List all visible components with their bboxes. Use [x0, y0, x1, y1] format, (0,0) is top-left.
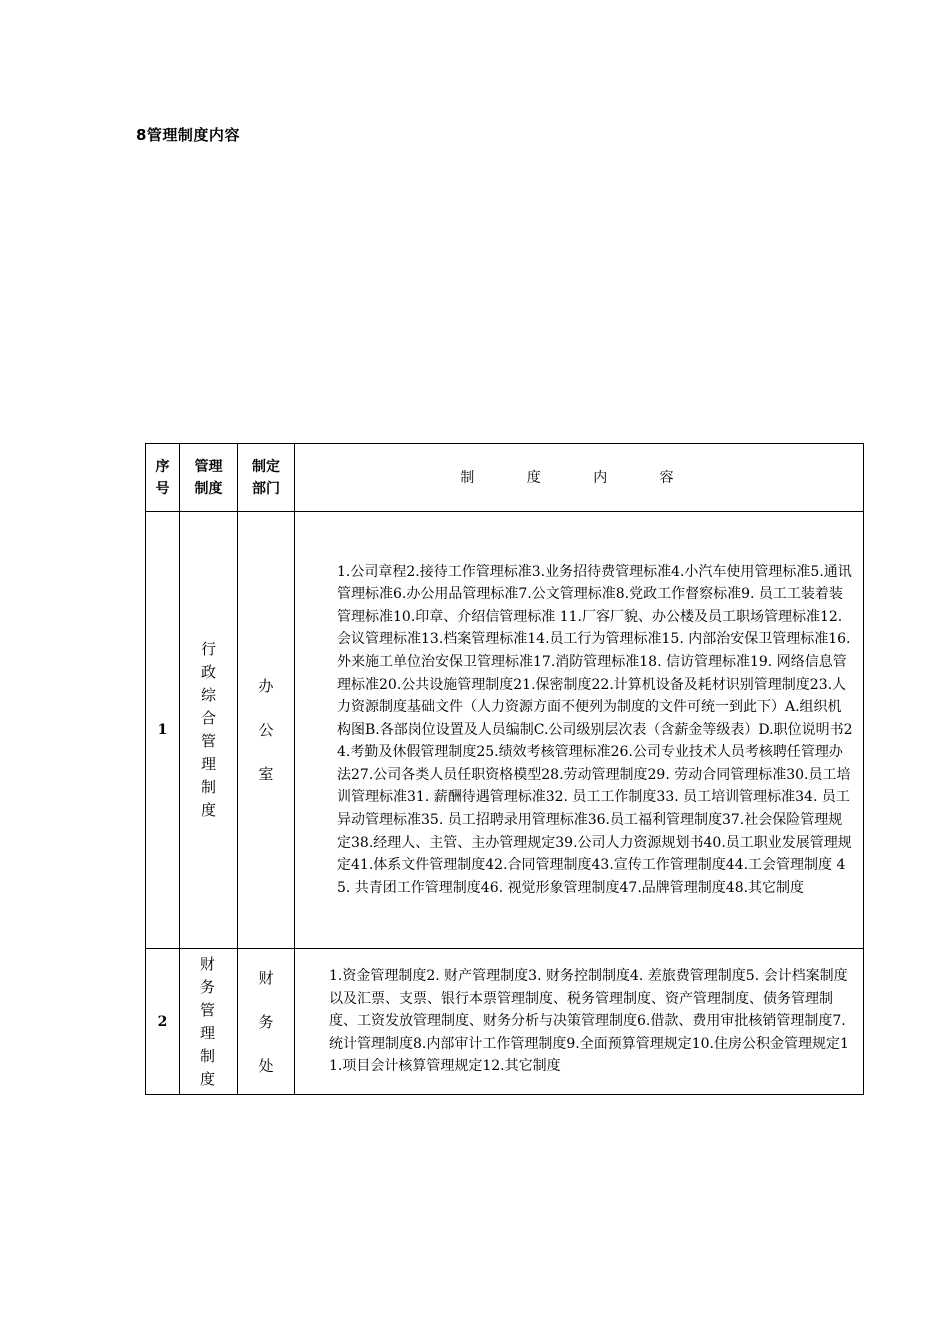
row-dept: 办公室 — [238, 512, 295, 949]
row-dept: 财务处 — [238, 949, 295, 1095]
row-seq: 2 — [146, 949, 180, 1095]
row-content: 1.公司章程2.接待工作管理标准3.业务招待费管理标准4.小汽车使用管理标准5.通讯管理标准6.办公用品管理标准7.公文管理标准8.党政工作督察标准9. 员工工装着装管理标准10.印章、介绍信管理标准 11.厂容厂貌、办公楼及员工职场管理标准12.会议管理标准13.档案管理标准14.员工行为管理标准15. 内部治安保卫管理标准16.外来施工单位治安保卫管理标准17.消防管理标准18. 信访管理标准19. 网络信息管理标准20.公共设施管理制度21.保密制度22.计算机设备及耗材识别管理制度23.人力资源制度基础文件（人力资源方面不便列为制度的文件可统一到此下）A.组织机构图B.各部岗位设置及人员编制C.公司级别层次表（含薪金等级表）D.职位说明书24.考勤及休假管理制度25.绩效考核管理标准26.公司专业技术人员考核聘任管理办法27.公司各类人员任职资格模型28.劳动管理制度29. 劳动合同管理标准30.员工培训管理标准31. 薪酬待遇管理标准32. 员工工作制度33. 员工培训管理标准34. 员工异动管理标准35. 员工招聘录用管理标准36.员工福利管理制度37.社会保险管理规定38.经理人、主管、主办管理规定39.公司人力资源规划书40.员工职业发展管理规定41.体系文件管理制度42.合同管理制度43.宣传工作管理制度44.工会管理制度 45. 共青团工作管理制度46. 视觉形象管理制度47.品牌管理制度48.其它制度 — [295, 512, 864, 949]
header-dept: 制定部门 — [238, 444, 295, 512]
row-seq: 1 — [146, 512, 180, 949]
management-system-table — [145, 443, 864, 1095]
row-system: 财务管理制度 — [180, 949, 238, 1095]
table-header-row — [146, 444, 864, 512]
header-content: 制 度 内 容 — [295, 444, 864, 512]
header-seq: 序号 — [146, 444, 180, 512]
row-system: 行政综合管理制度 — [180, 512, 238, 949]
table-row — [146, 512, 864, 949]
row-content: 1.资金管理制度2. 财产管理制度3. 财务控制制度4. 差旅费管理制度5. 会计档案制度以及汇票、支票、银行本票管理制度、税务管理制度、资产管理制度、债务管理制度、工资发放管理制度、财务分析与决策管理制度6.借款、费用审批核销管理制度7.统计管理制度8.内部审计工作管理制度9.全面预算管理规定10.住房公积金管理规定11.项目会计核算管理规定12.其它制度 — [295, 949, 864, 1095]
table-row — [146, 949, 864, 1095]
header-system: 管理制度 — [180, 444, 238, 512]
page-heading: 8管理制度内容 — [136, 126, 240, 144]
